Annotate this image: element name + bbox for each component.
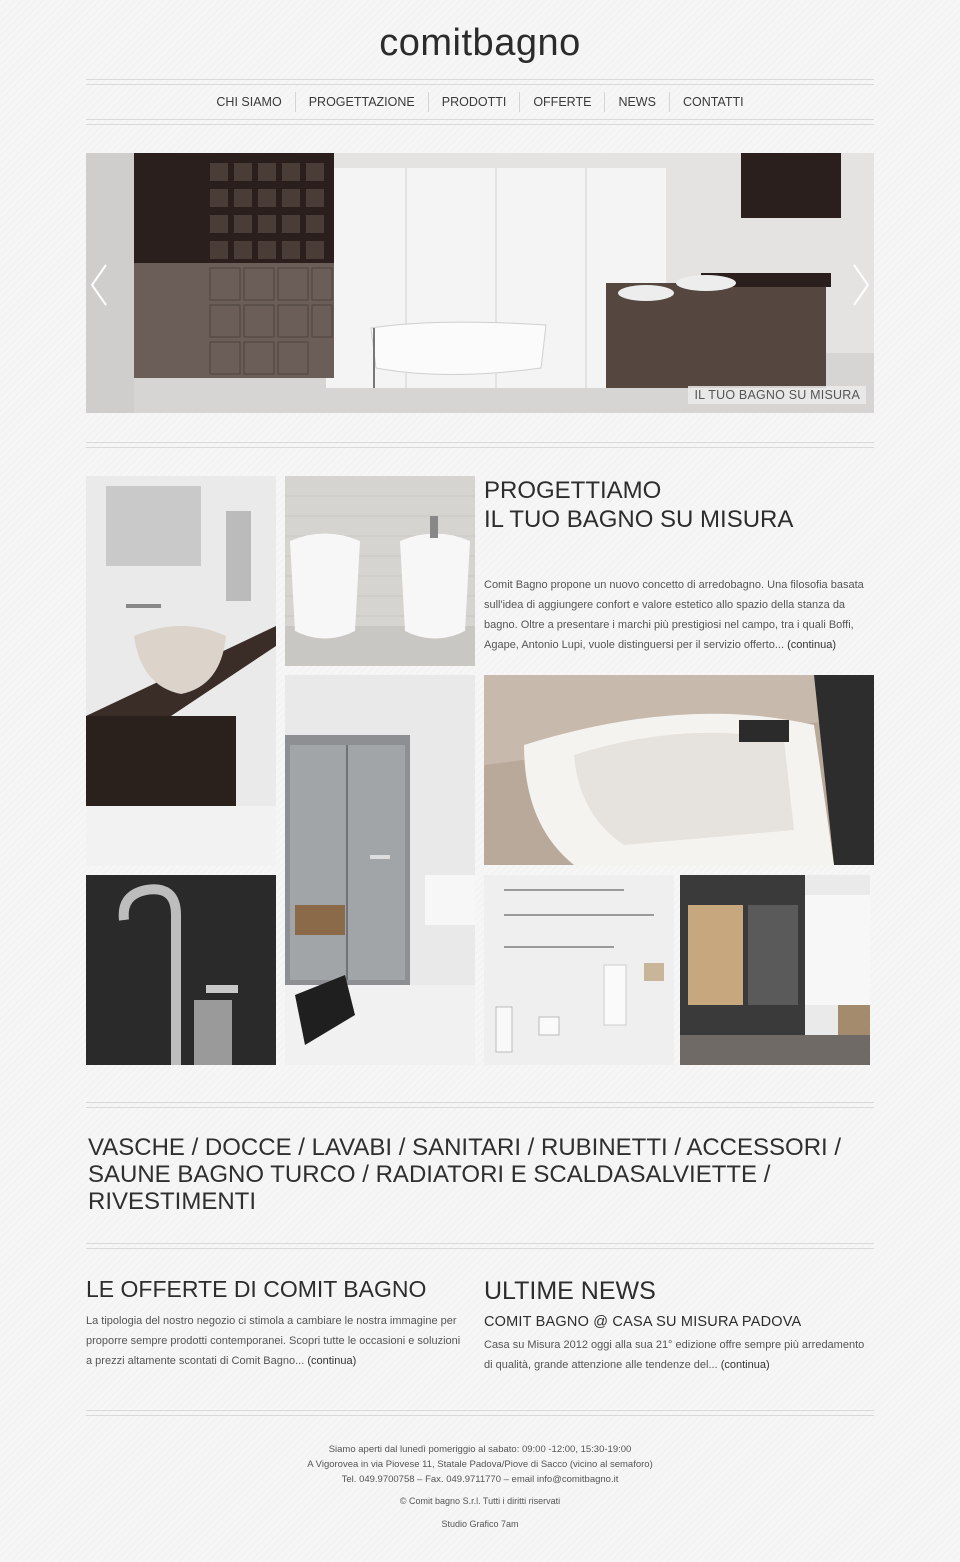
tile-sanitari[interactable] (285, 476, 475, 666)
footer-credit[interactable]: Studio Grafico 7am (441, 1519, 519, 1529)
shower-cabin-image (285, 675, 475, 1065)
washbasin-image (86, 476, 276, 866)
tile-docce[interactable] (285, 675, 475, 1065)
news-text (484, 1335, 874, 1375)
intro-text-line (484, 635, 874, 655)
news-text-line: Casa su Misura 2012 oggi alla sua 21° edizione offre sempre più arredamento (484, 1339, 865, 1351)
slider-next-button[interactable] (846, 263, 872, 307)
footer-contacts-text: Tel. 049.9700758 – Fax. 049.9711770 – email (341, 1474, 537, 1485)
tile-rubinetti[interactable] (86, 875, 276, 1065)
news-item-title[interactable]: COMIT BAGNO @ CASA SU MISURA PADOVA (484, 1314, 802, 1330)
footer-contacts (0, 1472, 960, 1487)
chevron-right-icon (846, 263, 872, 307)
bathtub-image (484, 675, 874, 865)
intro-title-line1: PROGETTIAMO (484, 477, 662, 504)
footer-hours: Siamo aperti dal lunedì pomeriggio al sabato: 09:00 -12:00, 15:30-19:00 (328, 1444, 632, 1455)
section-rule-1 (86, 442, 874, 448)
section-rule-2 (86, 1102, 874, 1108)
hero-slider[interactable] (86, 153, 874, 413)
nav-item-offerte[interactable]: OFFERTE (519, 92, 604, 112)
intro-text-line: bagno. Oltre a presentare i marchi più prestigiosi nel campo, tra i quali Boffi, (484, 619, 854, 631)
categories-line2[interactable]: SAUNE BAGNO TURCO / RADIATORI E SCALDASALVIETTE / (88, 1161, 771, 1188)
tile-vasche[interactable] (484, 675, 874, 865)
main-nav (0, 91, 960, 113)
nav-item-news[interactable]: NEWS (604, 92, 669, 112)
offers-text (86, 1311, 471, 1371)
tile-accessori[interactable] (484, 875, 674, 1065)
offers-title: LE OFFERTE DI COMIT BAGNO (86, 1276, 427, 1302)
news-title: ULTIME NEWS (484, 1277, 656, 1305)
section-rule-3 (86, 1243, 874, 1249)
nav-item-chi-siamo[interactable]: CHI SIAMO (216, 95, 282, 109)
intro-title (484, 476, 864, 534)
product-categories (88, 1134, 848, 1215)
nav-item-prodotti[interactable]: PRODOTTI (428, 92, 520, 112)
categories-line3[interactable]: RIVESTIMENTI (88, 1188, 257, 1215)
footer-copyright: © Comit bagno S.r.l. Tutti i diritti riservati (399, 1496, 561, 1506)
offers-read-more-link[interactable]: (continua) (307, 1355, 357, 1367)
footer-email-link[interactable]: info@comitbagno.it (536, 1474, 619, 1485)
tile-lavabo[interactable] (86, 476, 276, 866)
intro-text-last: Agape, Antonio Lupi, vuole distinguersi per il servizio offerto... (484, 639, 785, 651)
offers-text-line: proporre sempre prodotti contemporanei. Scopri tutte le occasioni e soluzioni (86, 1335, 461, 1347)
tile-saune[interactable] (680, 875, 870, 1065)
faucet-image (86, 875, 276, 1065)
chevron-left-icon (88, 263, 114, 307)
offers-text-last: a prezzi altamente scontati di Comit Bagno... (86, 1355, 305, 1367)
nav-item-contatti[interactable]: CONTATTI (669, 92, 757, 112)
sauna-image (680, 875, 870, 1065)
offers-text-line: La tipologia del nostro negozio ci stimola a cambiare le nostra immagine per (86, 1315, 457, 1327)
toilet-bidet-image (285, 476, 475, 666)
slider-caption: IL TUO BAGNO SU MISURA (688, 386, 866, 404)
nav-item-progettazione[interactable]: PROGETTAZIONE (295, 92, 428, 112)
intro-title-line2: IL TUO BAGNO SU MISURA (484, 506, 794, 533)
nav-bottom-rule (86, 119, 874, 125)
news-text-last: di qualità, grande attenzione alle tendenze del... (484, 1359, 718, 1371)
footer-info (0, 1442, 960, 1487)
news-text-line (484, 1355, 874, 1375)
intro-text-line: Comit Bagno propone un nuovo concetto di arredobagno. Una filosofia basata (484, 579, 864, 591)
intro-text-line: sull'idea di aggiungere confort e valore estetico allo spazio della stanza da (484, 599, 846, 611)
news-read-more-link[interactable]: (continua) (720, 1359, 770, 1371)
site-logo[interactable]: comitbagno (379, 22, 581, 64)
accessories-image (484, 875, 674, 1065)
intro-text (484, 575, 874, 655)
footer-address: A Vigorovea in via Piovese 11, Statale Padova/Piove di Sacco (vicino al semaforo) (307, 1459, 653, 1470)
section-rule-4 (86, 1410, 874, 1416)
slider-prev-button[interactable] (88, 263, 114, 307)
nav-top-rule (86, 79, 874, 85)
offers-text-line (86, 1351, 471, 1371)
intro-read-more-link[interactable]: (continua) (787, 639, 837, 651)
hero-bathroom-image (86, 153, 874, 413)
categories-line1[interactable]: VASCHE / DOCCE / LAVABI / SANITARI / RUBINETTI / ACCESSORI / (88, 1134, 842, 1161)
